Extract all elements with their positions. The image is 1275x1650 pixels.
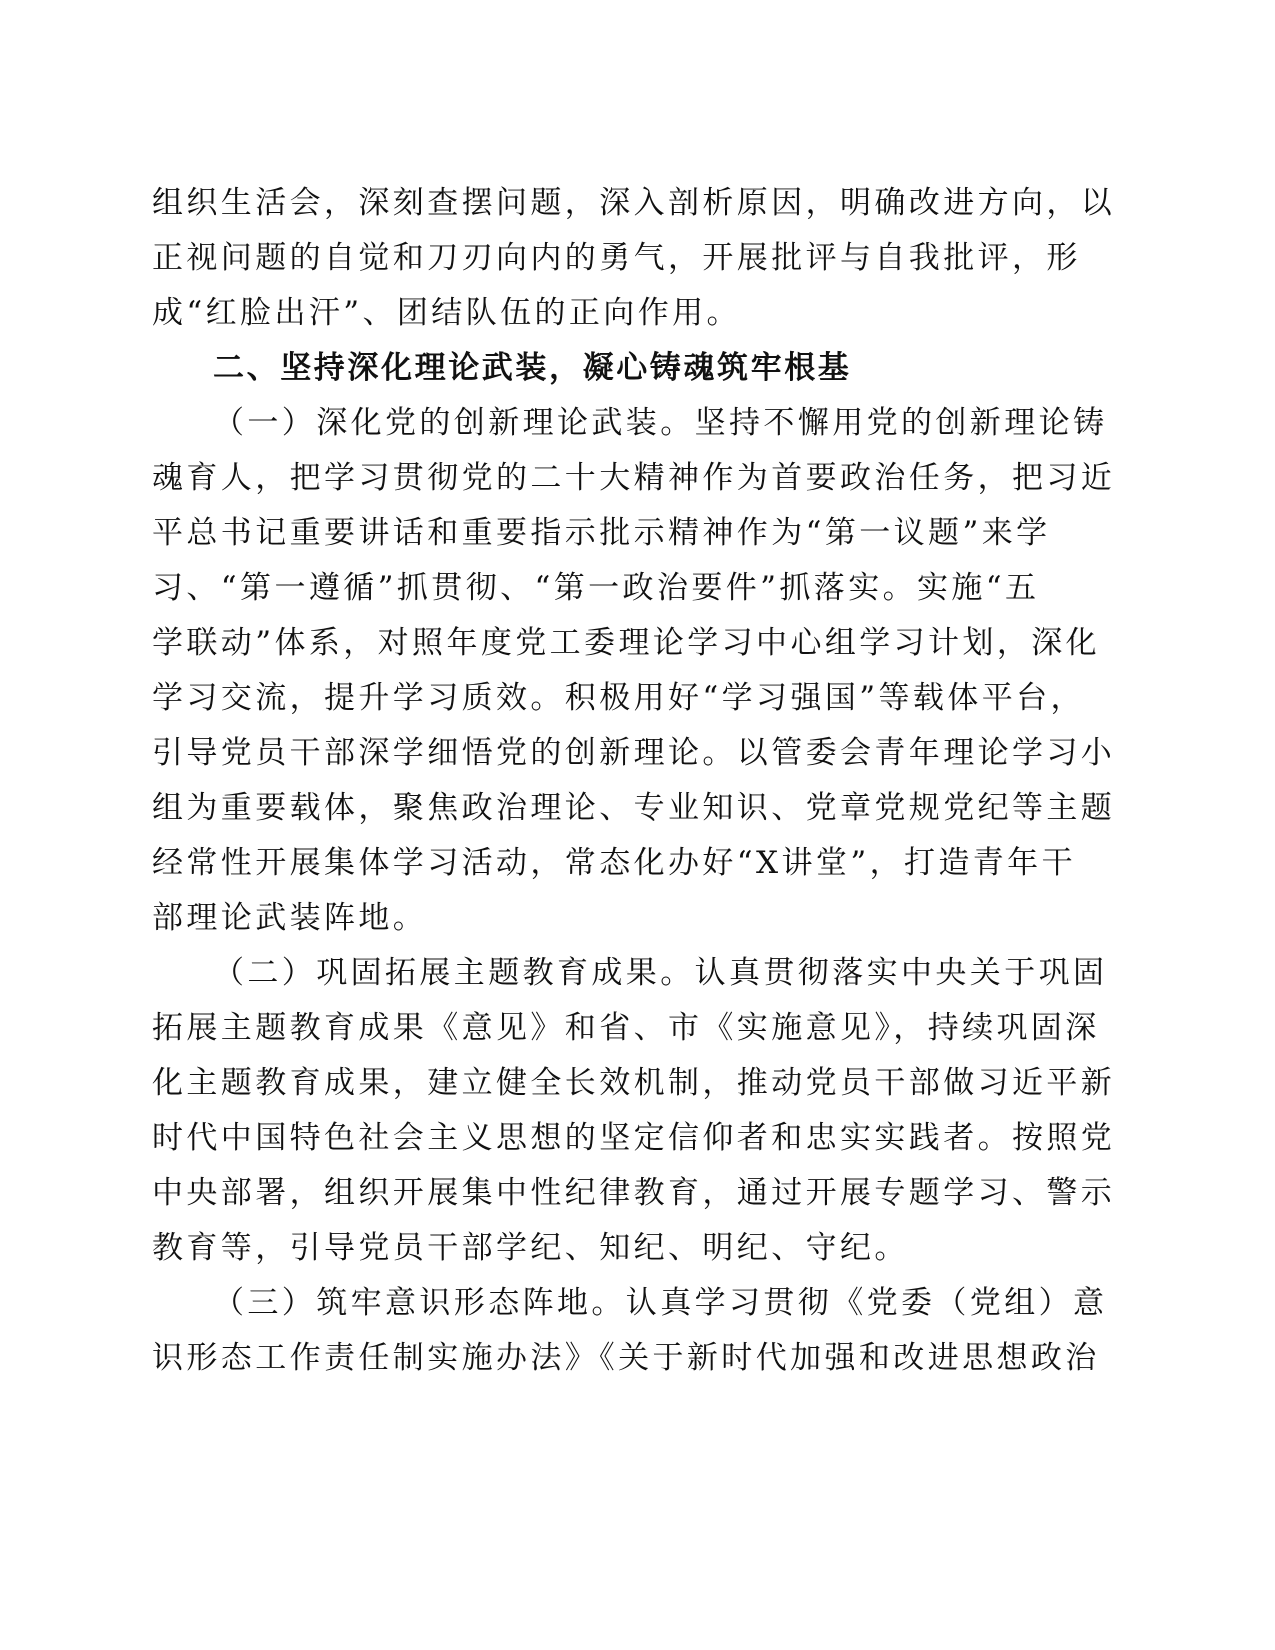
body-text-line: 识形态工作责任制实施办法》《关于新时代加强和改进思想政治 bbox=[152, 1340, 1100, 1376]
subsection-paragraph-start: （三）筑牢意识形态阵地。认真学习贯彻《党委（党组）意 bbox=[213, 1285, 1108, 1321]
body-text-line: 中央部署，组织开展集中性纪律教育，通过开展专题学习、警示 bbox=[152, 1175, 1116, 1211]
subsection-paragraph-start: （一）深化党的创新理论武装。坚持不懈用党的创新理论铸 bbox=[213, 405, 1108, 441]
body-text-line: 魂育人，把学习贯彻党的二十大精神作为首要政治任务，把习近 bbox=[152, 460, 1116, 496]
body-text-line: 化主题教育成果，建立健全长效机制，推动党员干部做习近平新 bbox=[152, 1065, 1116, 1101]
body-text-line: 成“红脸出汗”、团结队伍的正向作用。 bbox=[152, 295, 741, 331]
body-text-line: 教育等，引导党员干部学纪、知纪、明纪、守纪。 bbox=[152, 1230, 909, 1266]
body-text-line: 引导党员干部深学细悟党的创新理论。以管委会青年理论学习小 bbox=[152, 735, 1116, 771]
section-heading: 二、坚持深化理论武装，凝心铸魂筑牢根基 bbox=[213, 350, 852, 386]
body-text-line: 拓展主题教育成果《意见》和省、市《实施意见》，持续巩固深 bbox=[152, 1010, 1100, 1046]
body-text-line: 正视问题的自觉和刀刃向内的勇气，开展批评与自我批评，形 bbox=[152, 240, 1081, 276]
body-text-line: 组为重要载体，聚焦政治理论、专业知识、党章党规党纪等主题 bbox=[152, 790, 1116, 826]
body-text-line: 组织生活会，深刻查摆问题，深入剖析原因，明确改进方向，以 bbox=[152, 185, 1116, 221]
body-text-line: 时代中国特色社会主义思想的坚定信仰者和忠实实践者。按照党 bbox=[152, 1120, 1116, 1156]
body-text-line: 平总书记重要讲话和重要指示批示精神作为“第一议题”来学 bbox=[152, 515, 1051, 551]
body-text-line: 学习交流，提升学习质效。积极用好“学习强国”等载体平台， bbox=[152, 680, 1085, 716]
body-text-line: 经常性开展集体学习活动，常态化办好“X讲堂”，打造青年干 bbox=[152, 845, 1076, 881]
body-text-line: 部理论武装阵地。 bbox=[152, 900, 428, 936]
body-text-line: 学联动”体系，对照年度党工委理论学习中心组学习计划，深化 bbox=[152, 625, 1101, 661]
subsection-paragraph-start: （二）巩固拓展主题教育成果。认真贯彻落实中央关于巩固 bbox=[213, 955, 1108, 991]
body-text-line: 习、“第一遵循”抓贯彻、“第一政治要件”抓落实。实施“五 bbox=[152, 570, 1040, 606]
